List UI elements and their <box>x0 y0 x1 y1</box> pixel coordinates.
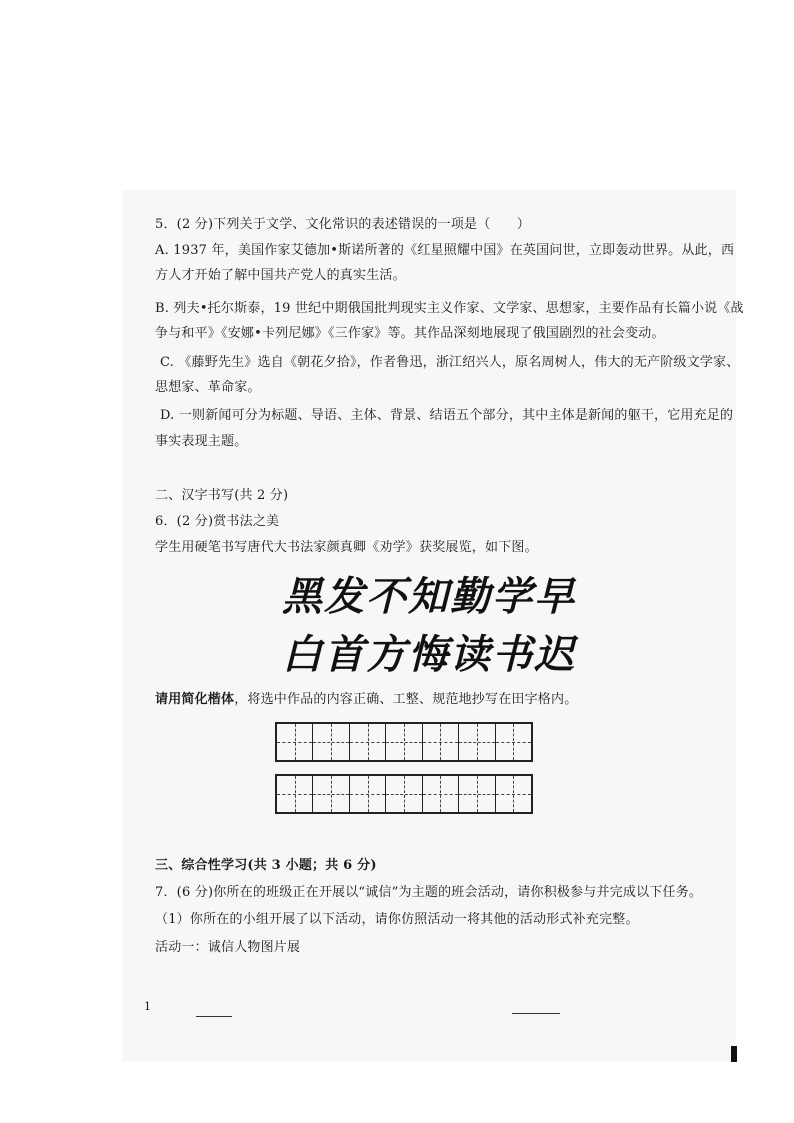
page-mark: 1 <box>144 1000 151 1013</box>
q6-instruction <box>155 692 577 708</box>
section2-heading: 二、汉字书写(共 2 分) <box>155 488 289 503</box>
instruction-rest: ，将选中作品的内容正确、工整、规范地抄写在田字格内。 <box>234 692 578 707</box>
tianzige-cell[interactable] <box>386 724 422 760</box>
q6-description: 学生用硬笔书写唐代大书法家颜真卿《劝学》获奖展览，如下图。 <box>155 540 538 555</box>
q6-title: 6．(2 分)赏书法之美 <box>155 514 280 529</box>
tianzige-cell[interactable] <box>350 776 386 812</box>
calligraphy-line-1: 黑发不知勤学早 <box>282 574 576 620</box>
section3-heading: 三、综合性学习(共 3 小题；共 6 分) <box>155 858 377 873</box>
tianzige-cell[interactable] <box>423 776 459 812</box>
q5-option-a-line2: 方人才开始了解中国共产党人的真实生活。 <box>155 268 406 283</box>
tianzige-cell[interactable] <box>350 724 386 760</box>
tianzige-cell[interactable] <box>459 776 495 812</box>
scanned-page <box>122 190 736 1062</box>
tianzige-cell[interactable] <box>496 776 531 812</box>
scan-artifact-dash <box>512 1013 560 1014</box>
instruction-emphasis: 请用简化楷体 <box>155 692 235 707</box>
q7-stem: 7．(6 分)你所在的班级正在开展以“诚信”为主题的班会活动，请你积极参与并完成以下任务。 <box>155 885 703 900</box>
q5-option-b-line2: 争与和平》《安娜•卡列尼娜》《三作家》等。其作品深刻地展现了俄国剧烈的社会变动。 <box>155 326 665 341</box>
tianzige-cell[interactable] <box>277 724 313 760</box>
tianzige-cell[interactable] <box>386 776 422 812</box>
activity-1: 活动一：诚信人物图片展 <box>155 940 301 955</box>
tianzige-cell[interactable] <box>277 776 313 812</box>
q5-option-d-line2: 事实表现主题。 <box>155 434 248 449</box>
q5-stem: 5．(2 分)下列关于文学、文化常识的表述错误的一项是（ ） <box>155 217 531 232</box>
q5-option-c-line2: 思想家、革命家。 <box>155 380 261 395</box>
q5-option-c-line1: C. 《藤野先生》选自《朝花夕拾》，作者鲁迅，浙江绍兴人，原名周树人，伟大的无产阶级文学家、 <box>160 355 740 370</box>
q5-option-d-line1: D. 一则新闻可分为标题、导语、主体、背景、结语五个部分，其中主体是新闻的躯干，它用充足的 <box>160 408 734 423</box>
tianzige-row-1[interactable] <box>275 722 533 762</box>
tianzige-cell[interactable] <box>496 724 531 760</box>
q5-option-a-line1: A. 1937 年，美国作家艾德加•斯诺所著的《红星照耀中国》在英国问世，立即轰动世界。从此，西 <box>155 243 735 258</box>
q7-sub1: （1）你所在的小组开展了以下活动，请你仿照活动一将其他的活动形式补充完整。 <box>155 912 639 927</box>
tianzige-cell[interactable] <box>313 776 349 812</box>
q5-option-b-line1: B. 列夫•托尔斯泰，19 世纪中期俄国批判现实主义作家、文学家、思想家，主要作品有长篇小说《战 <box>155 301 744 316</box>
calligraphy-line-2: 白首方悔读书迟 <box>282 632 576 678</box>
tianzige-cell[interactable] <box>459 724 495 760</box>
tianzige-row-2[interactable] <box>275 774 533 814</box>
tianzige-cell[interactable] <box>423 724 459 760</box>
scan-artifact-dash <box>196 1016 232 1017</box>
tianzige-cell[interactable] <box>313 724 349 760</box>
scan-edge-mark <box>731 1046 737 1062</box>
